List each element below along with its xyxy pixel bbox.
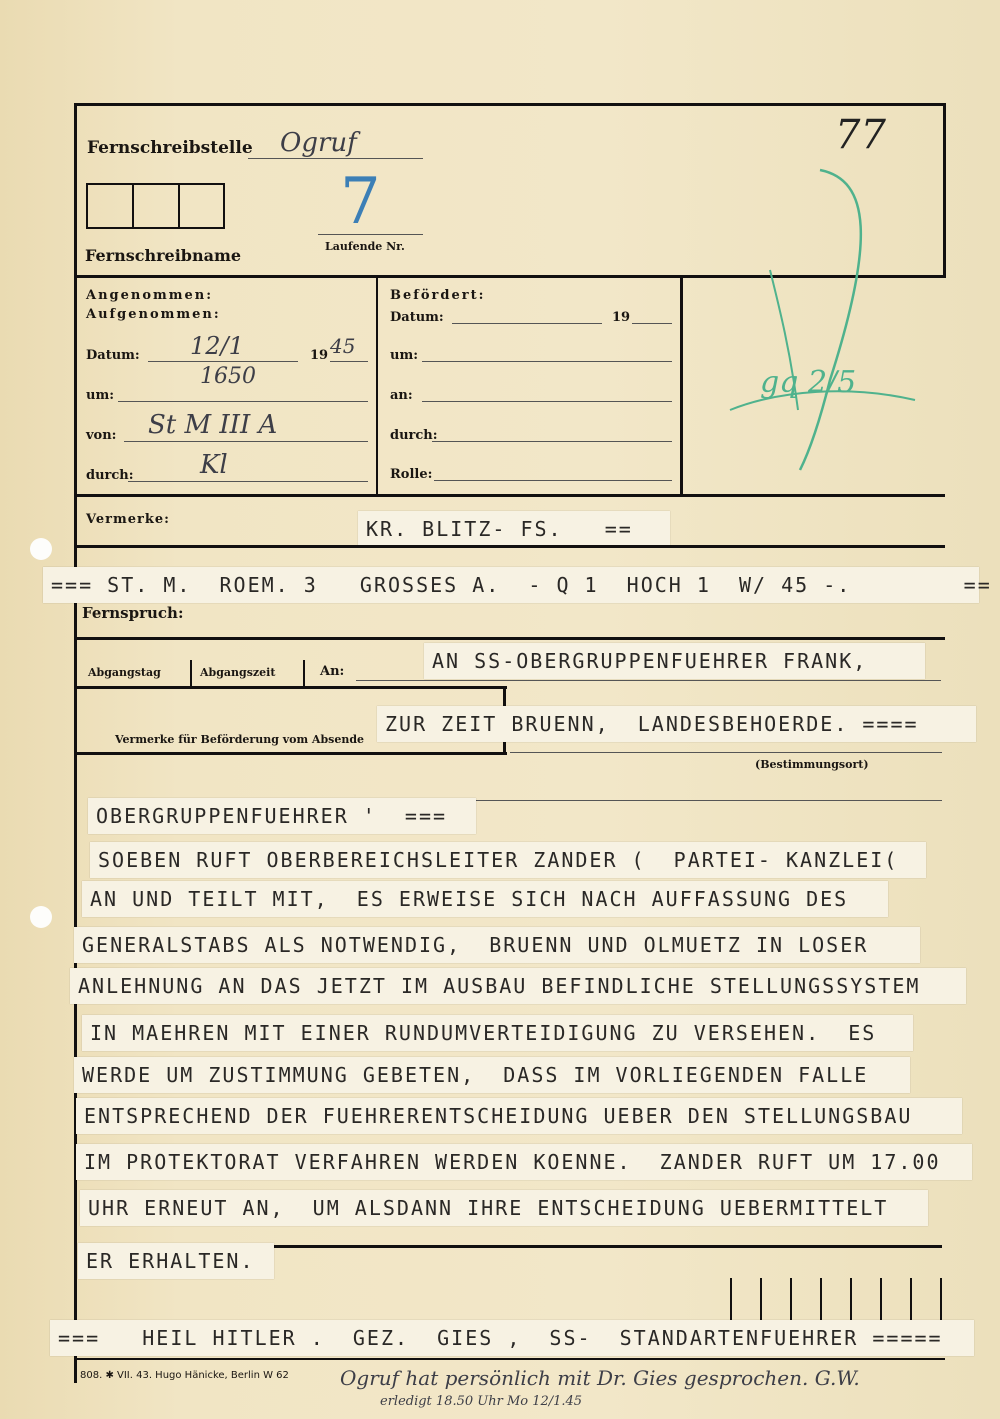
- section-divider-7: [75, 1358, 945, 1360]
- checkbox-div-1: [760, 1278, 762, 1322]
- punch-hole-top: [30, 538, 52, 560]
- b-datum-label: Datum:: [390, 310, 444, 325]
- fernschreibname-label: Fernschreibname: [85, 246, 242, 265]
- body-line-8: IM PROTEKTORAT VERFAHREN WERDEN KOENNE. ZANDER RUFT UM 17.00: [76, 1144, 972, 1180]
- checkbox-div-4: [850, 1278, 852, 1322]
- checkbox-div-2: [790, 1278, 792, 1322]
- section-divider-5: [75, 686, 507, 689]
- um-label: um:: [86, 388, 115, 403]
- b-year-line: [632, 323, 672, 324]
- durch-label: durch:: [86, 468, 134, 483]
- von-label: von:: [86, 428, 117, 443]
- fernschreibname-box: [86, 183, 225, 229]
- an-label: An:: [320, 664, 345, 679]
- b-um-line: [422, 361, 672, 362]
- bestimmungsort-label: (Bestimmungsort): [755, 758, 869, 771]
- angenommen-label: Angenommen:: [86, 288, 214, 303]
- abgang-divider-1: [190, 660, 192, 686]
- b-um-label: um:: [390, 348, 419, 363]
- column-divider-1: [376, 277, 378, 494]
- body-line-10: ER ERHALTEN.: [78, 1243, 274, 1279]
- um-value: 1650: [200, 364, 256, 389]
- b-an-label: an:: [390, 388, 413, 403]
- frame-top-line: [75, 103, 945, 106]
- column-divider-2: [680, 277, 683, 494]
- b-rolle-line: [434, 480, 672, 481]
- year-value: 45: [330, 334, 356, 358]
- abgangstag-label: Abgangstag: [88, 666, 161, 679]
- closing-telex-strip: === HEIL HITLER . GEZ. GIES , SS- STANDARTENFUEHRER =====: [50, 1320, 974, 1356]
- footer-print: 808. ✱ VII. 43. Hugo Hänicke, Berlin W 62: [80, 1370, 289, 1381]
- datum-line: [148, 361, 298, 362]
- checkbox-div-6: [910, 1278, 912, 1322]
- befoerderung-box-bottom: [75, 752, 507, 755]
- fernschreibstelle-line: [248, 158, 423, 159]
- body-line-2: AN UND TEILT MIT, ES ERWEISE SICH NACH AUFFASSUNG DES: [82, 881, 888, 917]
- footer-handwriting-2: erledigt 18.50 Uhr Mo 12/1.45: [380, 1394, 583, 1409]
- befoerdert-label: Befördert:: [390, 288, 486, 303]
- vermerke-label: Vermerke:: [86, 512, 170, 527]
- befoerderung-label: Vermerke für Beförderung vom Absende: [115, 733, 365, 746]
- b-rolle-label: Rolle:: [390, 467, 433, 482]
- section-divider-4: [75, 637, 945, 640]
- frame-right-line: [943, 103, 946, 278]
- b-durch-label: durch:: [390, 428, 438, 443]
- um-line: [118, 401, 368, 402]
- fernschreibstelle-label: Fernschreibstelle: [87, 138, 253, 158]
- punch-hole-bottom: [30, 906, 52, 928]
- abgang-divider-2: [303, 660, 305, 686]
- body-line-3: GENERALSTABS ALS NOTWENDIG, BRUENN UND OLMUETZ IN LOSER: [74, 927, 920, 963]
- an-telex-strip: AN SS-OBERGRUPPENFUEHRER FRANK,: [424, 643, 925, 679]
- side-note: gq 2/5: [760, 365, 857, 400]
- datum-value: 12/1: [190, 332, 244, 360]
- b-durch-line: [432, 441, 672, 442]
- von-value: St M III A: [148, 410, 278, 440]
- body-line-4: ANLEHNUNG AN DAS JETZT IM AUSBAU BEFINDLICHE STELLUNGSSYSTEM: [70, 968, 966, 1004]
- laufende-value: 7: [340, 165, 381, 239]
- ort-telex-strip: ZUR ZEIT BRUENN, LANDESBEHOERDE. ====: [377, 706, 976, 742]
- body-line-9: UHR ERNEUT AN, UM ALSDANN IHRE ENTSCHEIDUNG UEBERMITTELT: [80, 1190, 928, 1226]
- body-line-5: IN MAEHREN MIT EINER RUNDUMVERTEIDIGUNG ZU VERSEHEN. ES: [82, 1015, 913, 1051]
- year-prefix: 19: [310, 348, 329, 363]
- body-line-6: WERDE UM ZUSTIMMUNG GEBETEN, DASS IM VORLIEGENDEN FALLE: [74, 1057, 910, 1093]
- form-line-1: [475, 800, 942, 801]
- bestimmungsort-line: [510, 752, 942, 753]
- laufende-label: Laufende Nr.: [325, 240, 405, 253]
- salutation-telex-strip: OBERGRUPPENFUEHRER ' ===: [88, 798, 476, 834]
- durch-value: Kl: [200, 450, 228, 480]
- fernschreibname-box-divider-1: [132, 185, 134, 227]
- von-line: [124, 441, 368, 442]
- section-divider-2: [75, 494, 945, 497]
- vermerke-telex-strip: KR. BLITZ- FS. ==: [358, 511, 670, 547]
- frame-left-line: [74, 103, 77, 1383]
- aufgenommen-label: Aufgenommen:: [86, 307, 221, 322]
- datum-label: Datum:: [86, 348, 140, 363]
- green-pen-stroke: [700, 150, 930, 480]
- section-divider-6: [270, 1245, 942, 1248]
- page-number: 77: [835, 112, 886, 158]
- header-telex-strip: === ST. M. ROEM. 3 GROSSES A. - Q 1 HOCH 1 W/ 45 -. ==: [43, 567, 979, 603]
- checkbox-div-5: [880, 1278, 882, 1322]
- abgangszeit-label: Abgangszeit: [200, 666, 276, 679]
- footer-handwriting: Ogruf hat persönlich mit Dr. Gies gesprochen. G.W.: [340, 1366, 860, 1390]
- b-an-line: [422, 401, 672, 402]
- b-datum-line: [452, 323, 602, 324]
- year-line: [330, 361, 368, 362]
- section-divider-3: [75, 545, 945, 548]
- body-line-1: SOEBEN RUFT OBERBEREICHSLEITER ZANDER ( PARTEI- KANZLEI(: [90, 842, 926, 878]
- an-line: [356, 680, 941, 681]
- fernschreibstelle-value: Ogruf: [280, 128, 357, 158]
- fernschreibname-box-divider-2: [178, 185, 180, 227]
- checkbox-div-3: [820, 1278, 822, 1322]
- fernspruch-label: Fernspruch:: [82, 604, 184, 622]
- durch-line: [128, 481, 368, 482]
- body-line-7: ENTSPRECHEND DER FUEHRERENTSCHEIDUNG UEBER DEN STELLUNGSBAU: [76, 1098, 962, 1134]
- b-year-prefix: 19: [612, 310, 631, 325]
